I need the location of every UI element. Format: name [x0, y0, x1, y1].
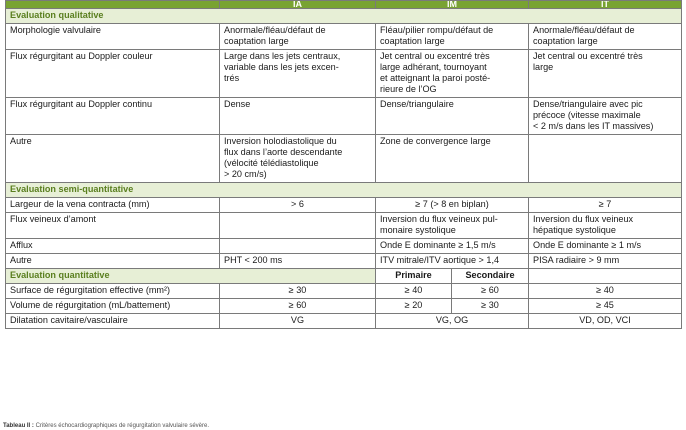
cell-ia: Inversion holodiastolique du flux dans l’aorte descendante (vélocité télédiastolique > 20 cm/s) — [220, 135, 376, 183]
cell-im: Zone de convergence large — [376, 135, 529, 183]
row-label: Flux régurgitant au Doppler continu — [6, 98, 220, 135]
criteria-table-wrapper — [5, 0, 681, 329]
cell-ia: PHT < 200 ms — [220, 254, 376, 269]
subheader-primaire: Primaire — [376, 269, 452, 284]
cell-im: Dense/triangulaire — [376, 98, 529, 135]
cell-ia: > 6 — [220, 198, 376, 213]
caption-text: Critères échocardiographiques de régurgitation valvulaire sévère. — [35, 423, 210, 429]
header-empty — [6, 1, 220, 9]
section-row — [6, 269, 682, 284]
row-label: Dilatation cavitaire/vasculaire — [6, 314, 220, 329]
cell-ia: Dense — [220, 98, 376, 135]
cell-ia: Anormale/fléau/défaut de coaptation large — [220, 24, 376, 50]
cell-it — [529, 135, 682, 183]
header-row — [6, 1, 682, 9]
table-caption — [3, 423, 209, 430]
cell-im: ≥ 7 (> 8 en biplan) — [376, 198, 529, 213]
cell-im-secondaire: ≥ 30 — [452, 299, 529, 314]
row-label: Morphologie valvulaire — [6, 24, 220, 50]
row-label: Autre — [6, 135, 220, 183]
cell-it: PISA radiaire > 9 mm — [529, 254, 682, 269]
row-label: Volume de régurgitation (mL/battement) — [6, 299, 220, 314]
criteria-table — [5, 0, 682, 329]
table-row — [6, 254, 682, 269]
cell-ia: ≥ 30 — [220, 284, 376, 299]
table-row — [6, 314, 682, 329]
cell-ia: Large dans les jets centraux, variable dans les jets excen- trés — [220, 50, 376, 98]
cell-im: Inversion du flux veineux pul- monaire systolique — [376, 213, 529, 239]
section-row — [6, 183, 682, 198]
cell-im: Fléau/pilier rompu/défaut de coaptation large — [376, 24, 529, 50]
header-ia: IA — [220, 1, 376, 9]
table-row — [6, 299, 682, 314]
cell-im: ITV mitrale/ITV aortique > 1,4 — [376, 254, 529, 269]
cell-im: Onde E dominante ≥ 1,5 m/s — [376, 239, 529, 254]
cell-it: ≥ 7 — [529, 198, 682, 213]
cell-im-secondaire: ≥ 60 — [452, 284, 529, 299]
caption-label: Tableau II : — [3, 423, 34, 429]
table-row — [6, 98, 682, 135]
section-title-qualitative: Evaluation qualitative — [6, 9, 682, 24]
row-label: Autre — [6, 254, 220, 269]
table-row — [6, 213, 682, 239]
row-label: Flux veineux d’amont — [6, 213, 220, 239]
cell-it: Jet central ou excentré très large — [529, 50, 682, 98]
table-row — [6, 135, 682, 183]
subheader-secondaire: Secondaire — [452, 269, 529, 284]
cell-im: Jet central ou excentré très large adhérant, tournoyant et atteignant la paroi posté- rieure de l’OG — [376, 50, 529, 98]
section-row — [6, 9, 682, 24]
cell-it: Onde E dominante ≥ 1 m/s — [529, 239, 682, 254]
table-row — [6, 24, 682, 50]
table-row — [6, 284, 682, 299]
table-row — [6, 198, 682, 213]
cell-im-primaire: ≥ 40 — [376, 284, 452, 299]
section-title-semi-quantitative: Evaluation semi-quantitative — [6, 183, 682, 198]
cell-it: Anormale/fléau/défaut de coaptation large — [529, 24, 682, 50]
cell-it: ≥ 40 — [529, 284, 682, 299]
subheader-empty — [529, 269, 682, 284]
cell-it: VD, OD, VCI — [529, 314, 682, 329]
cell-ia: ≥ 60 — [220, 299, 376, 314]
cell-ia — [220, 213, 376, 239]
table-row — [6, 239, 682, 254]
section-title-quantitative: Evaluation quantitative — [6, 269, 376, 284]
cell-ia: VG — [220, 314, 376, 329]
cell-ia — [220, 239, 376, 254]
header-im: IM — [376, 1, 529, 9]
row-label: Afflux — [6, 239, 220, 254]
row-label: Flux régurgitant au Doppler couleur — [6, 50, 220, 98]
row-label: Surface de régurgitation effective (mm²) — [6, 284, 220, 299]
cell-im-primaire: ≥ 20 — [376, 299, 452, 314]
cell-it: Inversion du flux veineux hépatique systolique — [529, 213, 682, 239]
cell-it: Dense/triangulaire avec pic précoce (vitesse maximale < 2 m/s dans les IT massives) — [529, 98, 682, 135]
row-label: Largeur de la vena contracta (mm) — [6, 198, 220, 213]
table-row — [6, 50, 682, 98]
cell-im: VG, OG — [376, 314, 529, 329]
header-it: IT — [529, 1, 682, 9]
cell-it: ≥ 45 — [529, 299, 682, 314]
